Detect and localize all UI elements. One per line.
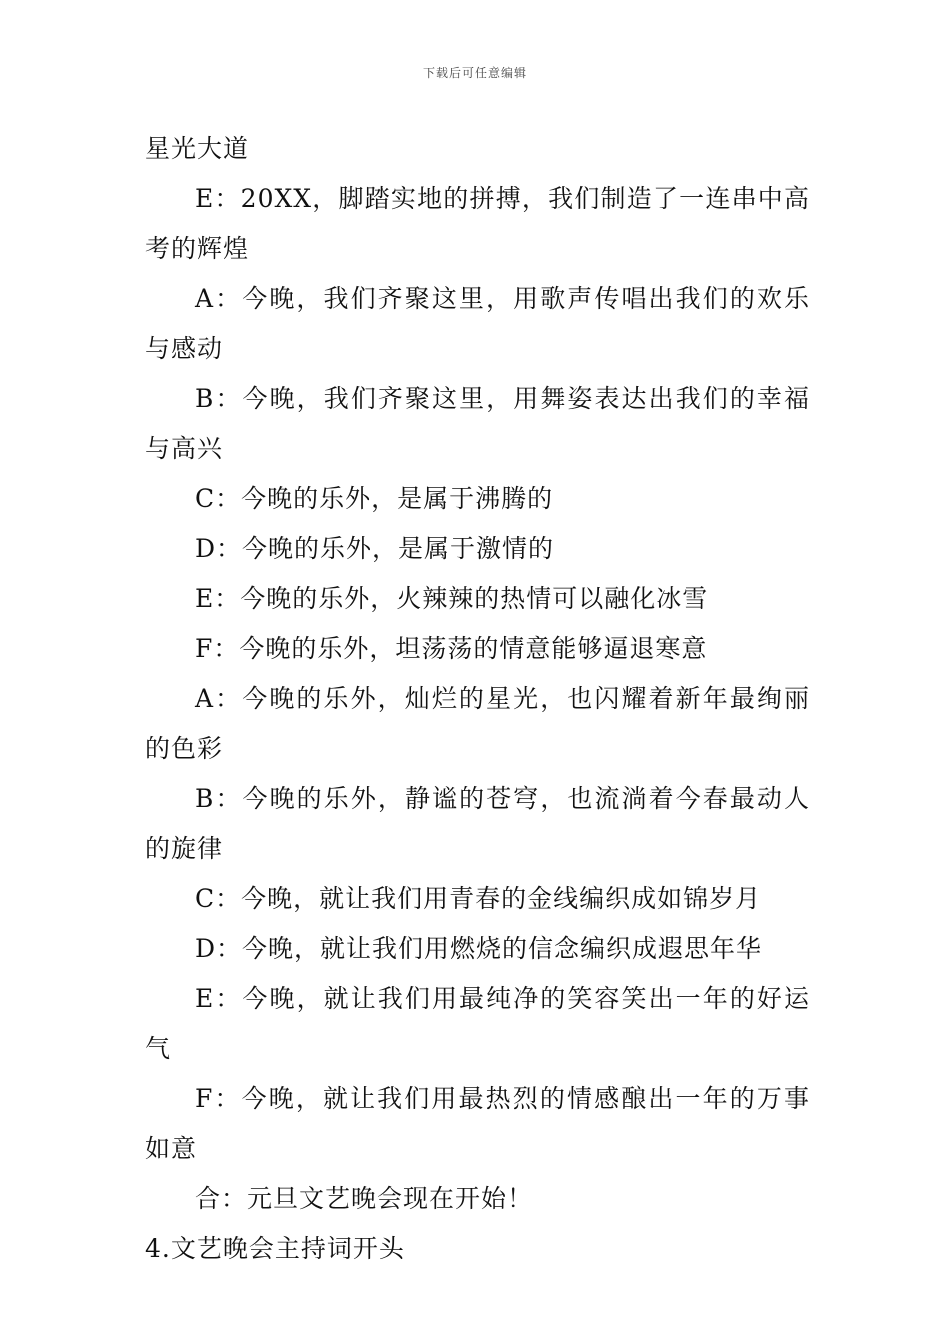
paragraph-12: D：今晚，就让我们用燃烧的信念编织成遐思年华	[195, 934, 763, 963]
paragraph-5: C：今晚的乐外，是属于沸腾的	[195, 484, 554, 513]
paragraph-7: E：今晚的乐外，火辣辣的热情可以融化冰雪	[195, 584, 709, 613]
paragraph-11: C：今晚，就让我们用青春的金线编织成如锦岁月	[195, 884, 762, 913]
section-heading: 4.文艺晚会主持词开头	[145, 1234, 405, 1263]
paragraph-15: 合：元旦文艺晚会现在开始！	[195, 1184, 534, 1213]
page-header-note: 下载后可任意编辑	[422, 66, 527, 80]
paragraph-10: B：今晚的乐外，静谧的苍穹，也流淌着今春最动人的旋律	[145, 784, 810, 863]
paragraph-6: D：今晚的乐外，是属于激情的	[195, 534, 555, 563]
paragraph-8: F：今晚的乐外，坦荡荡的情意能够逼退寒意	[195, 634, 708, 663]
paragraph-9: A：今晚的乐外，灿烂的星光，也闪耀着新年最绚丽的色彩	[145, 684, 810, 763]
paragraph-1: 星光大道	[145, 134, 250, 163]
document-body	[145, 124, 810, 1274]
paragraph-13: E：今晚，就让我们用最纯净的笑容笑出一年的好运气	[145, 984, 810, 1063]
paragraph-2: E：20XX，脚踏实地的拼搏，我们制造了一连串中高考的辉煌	[145, 184, 810, 263]
paragraph-4: B：今晚，我们齐聚这里，用舞姿表达出我们的幸福与高兴	[145, 384, 810, 463]
paragraph-14: F：今晚，就让我们用最热烈的情感酿出一年的万事如意	[145, 1084, 810, 1163]
paragraph-3: A：今晚，我们齐聚这里，用歌声传唱出我们的欢乐与感动	[145, 284, 810, 363]
